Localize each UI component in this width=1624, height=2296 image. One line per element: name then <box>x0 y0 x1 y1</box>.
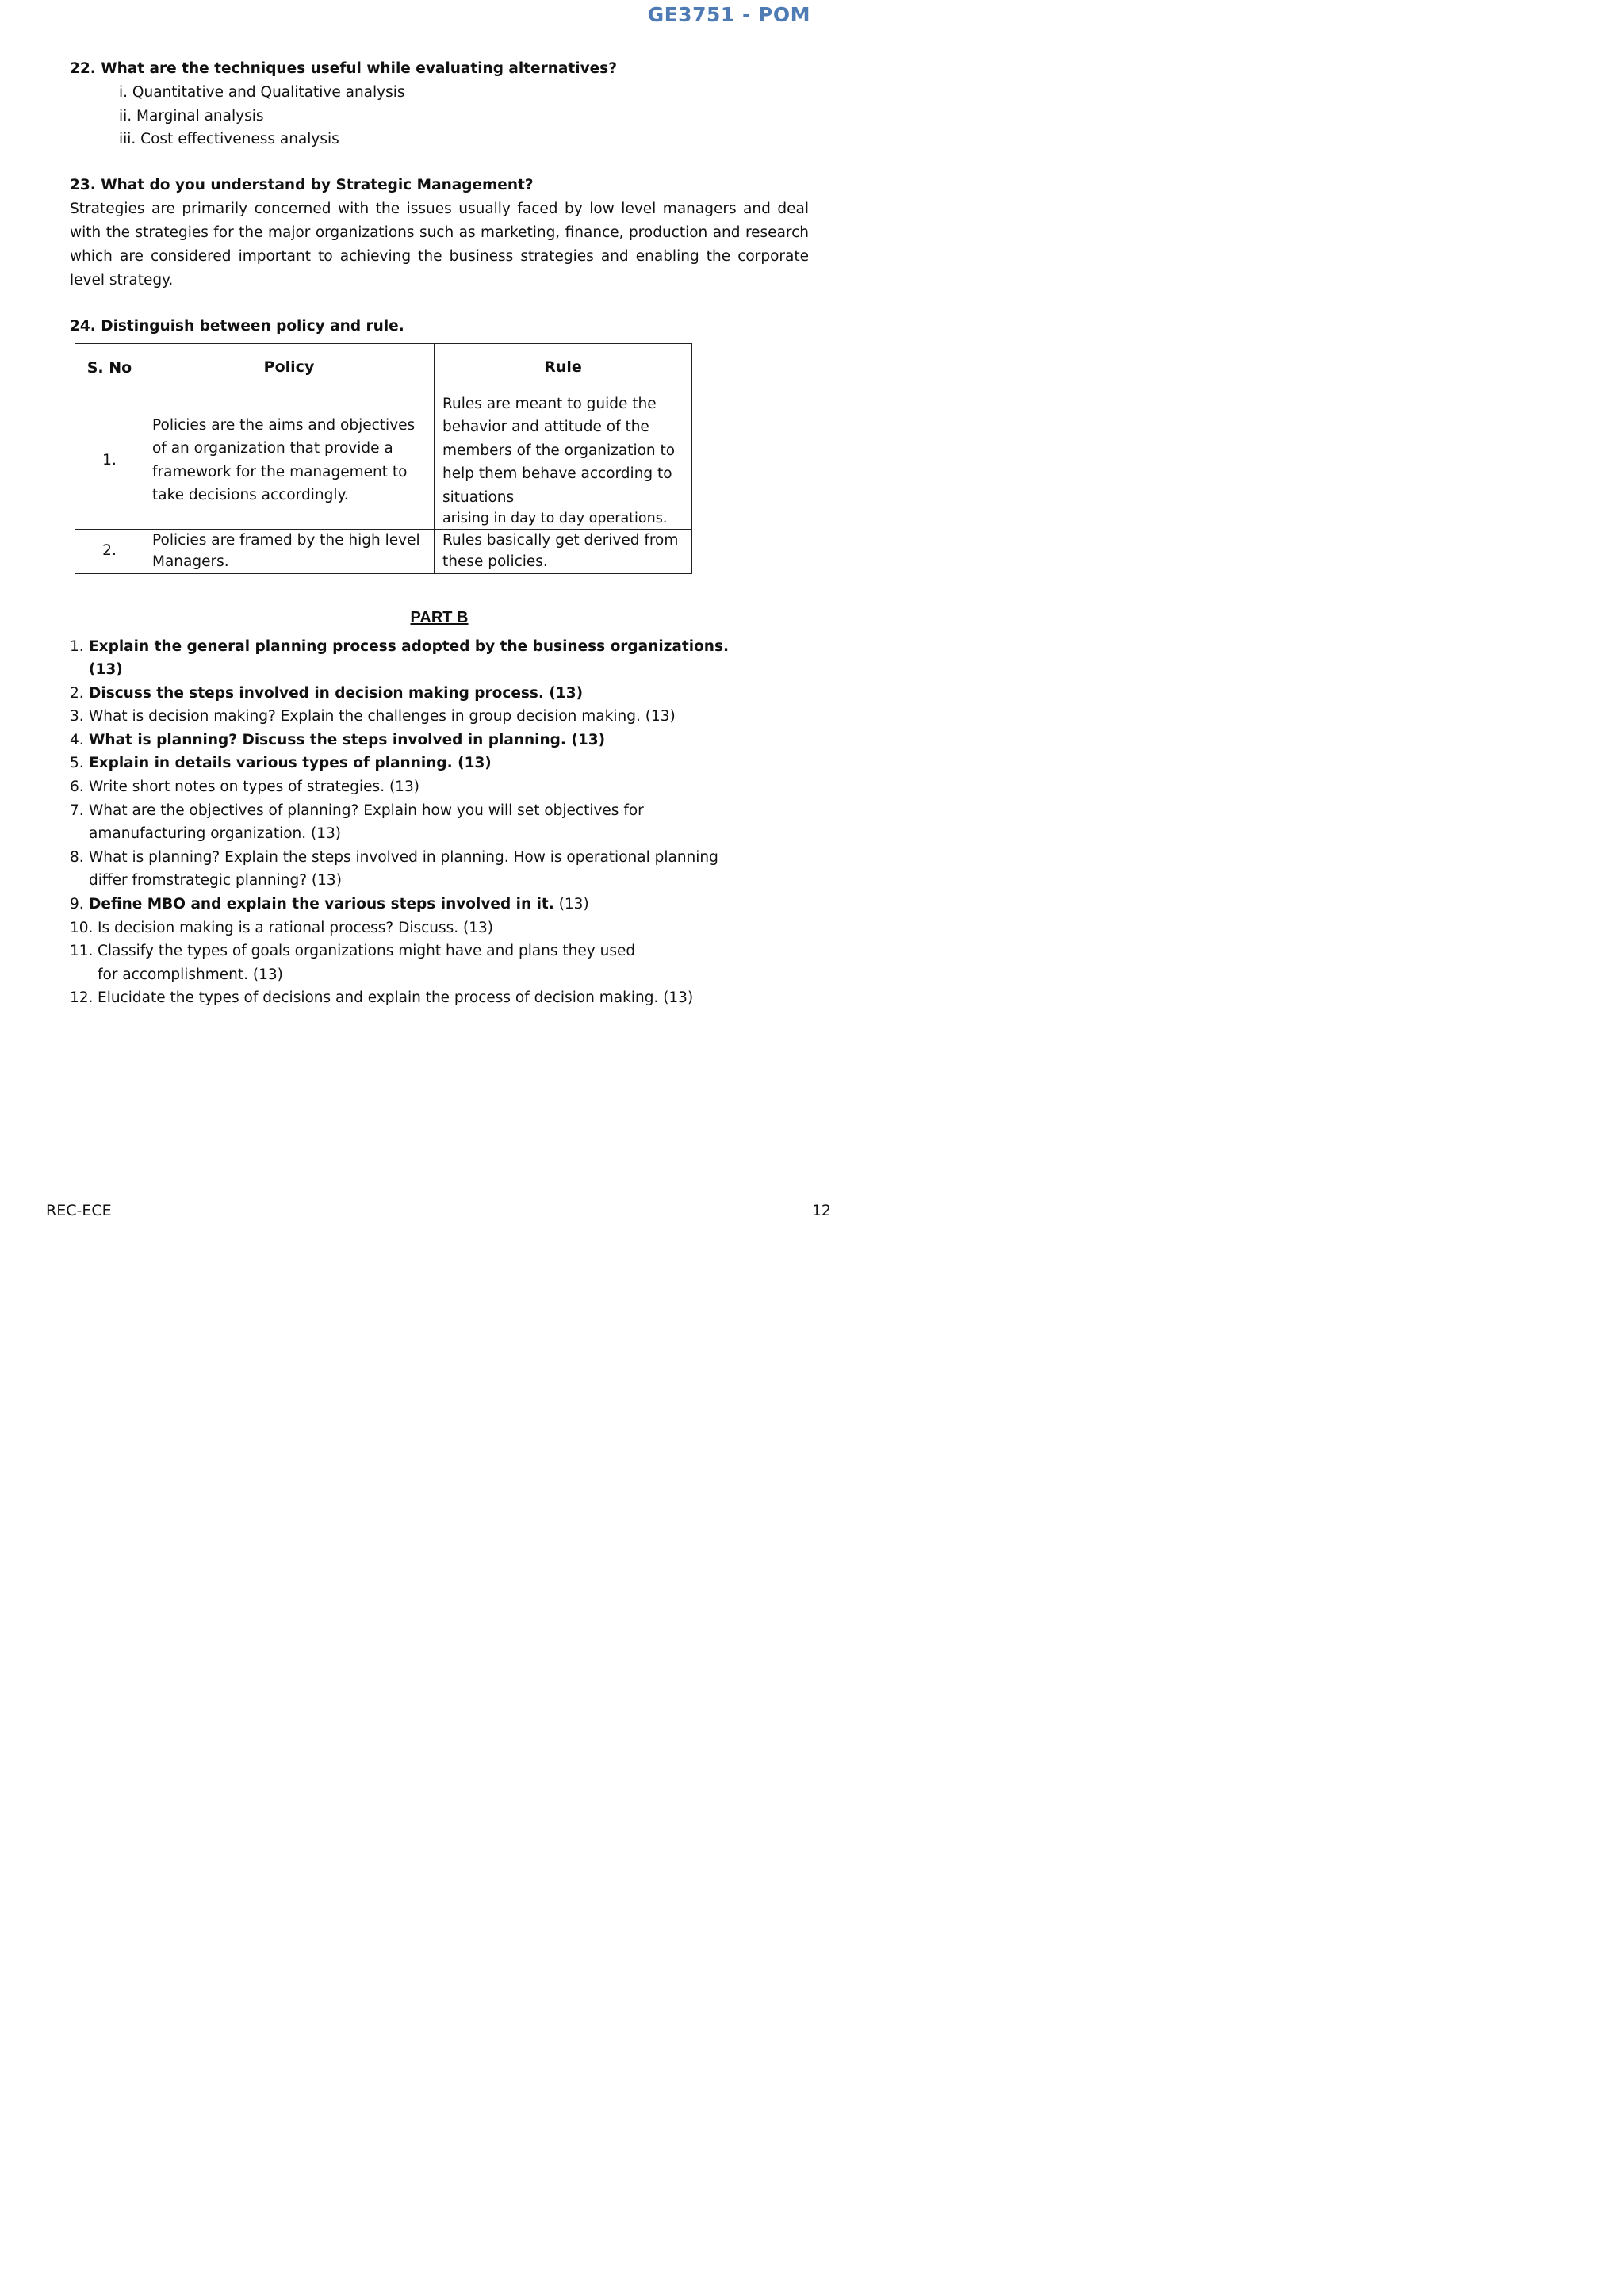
item-text: What is planning? Discuss the steps involved in planning. (13) <box>89 731 606 748</box>
document-page <box>0 0 872 1234</box>
item-text: What are the objectives of planning? Explain how you will set objectives for amanufacturing organization. (13) <box>89 802 644 843</box>
question-22: 22. What are the techniques useful while evaluating alternatives? <box>70 60 617 77</box>
item-number: 8. <box>70 848 84 866</box>
list-item <box>70 705 809 729</box>
footer-department: REC-ECE <box>46 1202 112 1219</box>
item-number: 4. <box>70 731 84 748</box>
item-text: Is decision making is a rational process? Discuss. (13) <box>98 919 494 936</box>
item-text: Discuss the steps involved in decision making process. (13) <box>89 684 584 702</box>
list-item <box>70 916 809 940</box>
item-number: 11. <box>70 943 94 960</box>
cell-policy: Policies are the aims and objectives of an organization that provide a framework for the management to take decisions accordingly. <box>144 392 435 529</box>
cell-sno: 1. <box>75 392 144 529</box>
item-number: 6. <box>70 779 84 796</box>
cell-rule-text-extra: arising in day to day operations. <box>442 511 668 527</box>
item-text-marks: (13) <box>553 896 589 913</box>
list-item <box>70 846 809 893</box>
table-header-row <box>75 343 692 392</box>
list-item <box>70 893 809 916</box>
item-number: 5. <box>70 755 84 772</box>
item-number: 7. <box>70 802 84 819</box>
item-number: 10. <box>70 919 94 936</box>
item-text: What is decision making? Explain the challenges in group decision making. (13) <box>89 708 676 725</box>
item-text: Explain the general planning process adopted by the business organizations. (13) <box>89 637 730 679</box>
item-text: Classify the types of goals organizations might have and plans they used for accomplishment. (13) <box>98 943 636 983</box>
list-item <box>70 799 809 846</box>
item-text: Explain in details various types of planning. (13) <box>89 755 492 772</box>
item-number: 2. <box>70 684 84 702</box>
cell-policy: Policies are framed by the high level Managers. <box>144 529 435 573</box>
page-content <box>70 57 809 1010</box>
question-22-list <box>70 81 809 151</box>
item-number: 3. <box>70 708 84 725</box>
item-number: 1. <box>70 637 84 655</box>
cell-sno: 2. <box>75 529 144 573</box>
policy-rule-table <box>75 343 692 574</box>
part-b-list <box>70 635 809 1011</box>
question-23: 23. What do you understand by Strategic Management? <box>70 176 534 193</box>
list-item <box>70 682 809 706</box>
item-number: 12. <box>70 989 94 1007</box>
list-item <box>70 729 809 752</box>
part-b-title: PART B <box>410 608 469 626</box>
cell-rule: Rules basically get derived from these policies. <box>435 529 692 573</box>
cell-rule <box>435 392 692 529</box>
footer-page-number: 12 <box>811 1202 831 1219</box>
item-text: What is planning? Explain the steps involved in planning. How is operational planning differ fromstrategic planning? (13) <box>89 848 718 890</box>
course-code-header: GE3751 - POM <box>647 3 810 26</box>
table-row <box>75 529 692 573</box>
item-text-bold: Define MBO and explain the various steps involved in it. <box>89 896 554 913</box>
answer-23: Strategies are primarily concerned with the issues usually faced by low level managers and deal with the strategies for the major organizations such as marketing, finance, production and research which are considered important to achieving the business strategies and enabling the corporate level strategy. <box>70 200 809 289</box>
item-number: 9. <box>70 896 84 913</box>
list-item: iii. Cost effectiveness analysis <box>119 131 339 147</box>
list-item <box>70 635 809 682</box>
item-text <box>89 893 731 916</box>
question-24: 24. Distinguish between policy and rule. <box>70 317 404 335</box>
list-item: ii. Marginal analysis <box>119 107 264 124</box>
list-item <box>70 986 809 1010</box>
column-header-rule: Rule <box>435 343 692 392</box>
list-item <box>70 752 809 775</box>
item-text: Elucidate the types of decisions and explain the process of decision making. (13) <box>98 989 694 1007</box>
column-header-policy: Policy <box>144 343 435 392</box>
list-item <box>70 939 809 986</box>
table-row <box>75 392 692 529</box>
list-item <box>70 775 809 799</box>
cell-rule-text: Rules are meant to guide the behavior and attitude of the members of the organization to help them behave according to situations <box>442 395 676 506</box>
list-item: i. Quantitative and Qualitative analysis <box>119 84 405 101</box>
item-text: Write short notes on types of strategies. (13) <box>89 779 419 796</box>
column-header-sno: S. No <box>75 343 144 392</box>
